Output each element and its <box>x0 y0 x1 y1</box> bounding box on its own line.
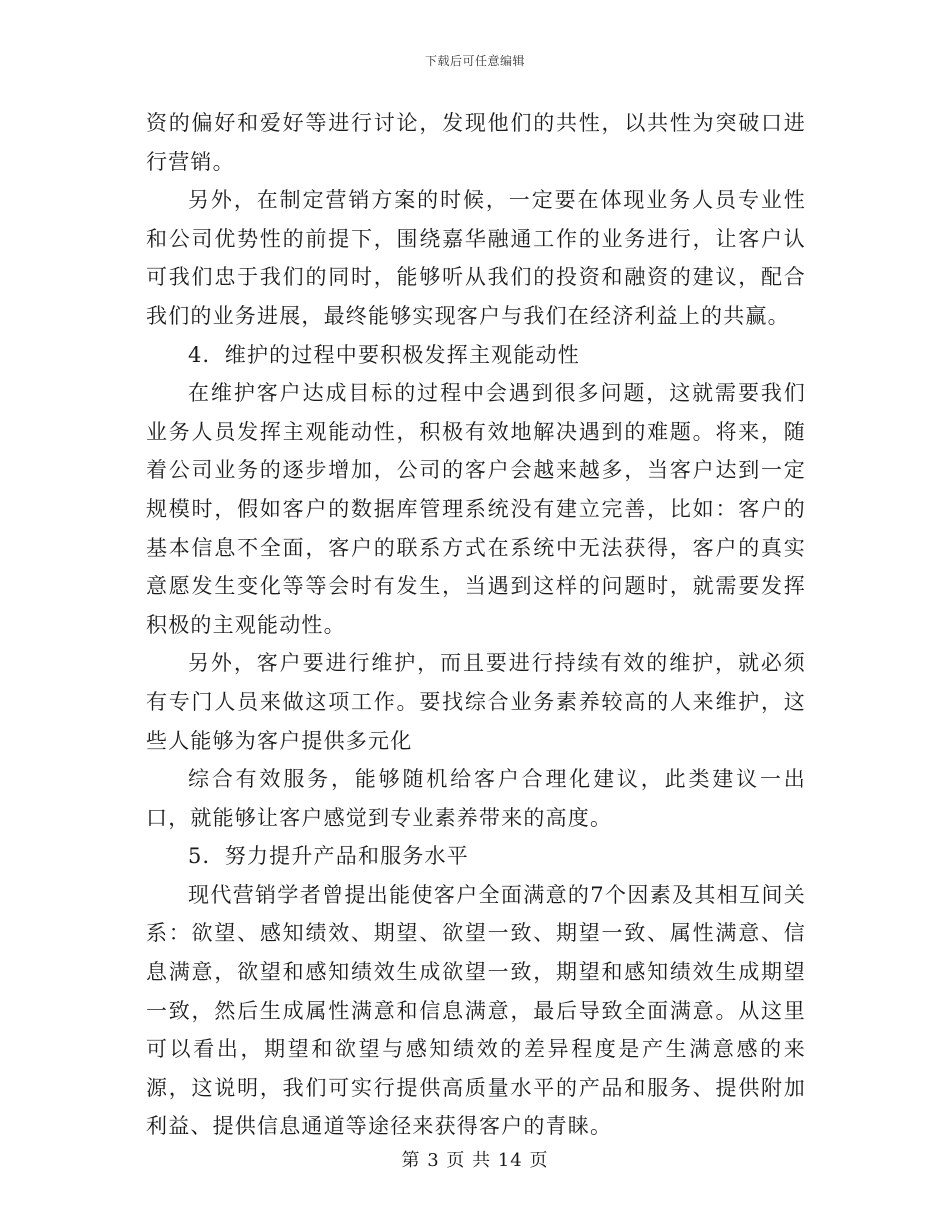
paragraph: 综合有效服务，能够随机给客户合理化建议，此类建议一出口，就能够让客户感觉到专业素养带来的高度。 <box>146 767 806 830</box>
page-number: 第 3 页 共 14 页 <box>401 1150 549 1171</box>
paragraph: 另外，在制定营销方案的时候，一定要在体现业务人员专业性和公司优势性的前提下，围绕嘉华融通工作的业务进行，让客户认可我们忠于我们的同时，能够听从我们的投资和融资的建议，配合我们的业务进展，最终能够实现客户与我们在经济利益上的共赢。 <box>146 188 806 328</box>
page-header-note: 下载后可任意编辑 <box>424 54 525 68</box>
paragraph: 在维护客户达成目标的过程中会遇到很多问题，这就需要我们业务人员发挥主观能动性，积极有效地解决遇到的难题。将来，随着公司业务的逐步增加，公司的客户会越来越多，当客户达到一定规模时，假如客户的数据库管理系统没有建立完善，比如：客户的基本信息不全面，客户的联系方式在系统中无法获得，客户的真实意愿发生变化等等会时有发生，当遇到这样的问题时，就需要发挥积极的主观能动性。 <box>146 381 806 637</box>
section-heading: 4．维护的过程中要积极发挥主观能动性 <box>188 342 580 367</box>
section-heading: 5．努力提升产品和服务水平 <box>188 844 469 869</box>
document-body <box>146 104 806 1146</box>
paragraph: 资的偏好和爱好等进行讨论，发现他们的共性，以共性为突破口进行营销。 <box>146 111 806 174</box>
paragraph: 另外，客户要进行维护，而且要进行持续有效的维护，就必须有专门人员来做这项工作。要找综合业务素养较高的人来维护，这些人能够为客户提供多元化 <box>146 651 806 753</box>
paragraph: 现代营销学者曾提出能使客户全面满意的7个因素及其相互间关系：欲望、感知绩效、期望、欲望一致、期望一致、属性满意、信息满意，欲望和感知绩效生成欲望一致，期望和感知绩效生成期望一致，然后生成属性满意和信息满意，最后导致全面满意。从这里可以看出，期望和欲望与感知绩效的差异程度是产生满意感的来源，这说明，我们可实行提供高质量水平的产品和服务、提供附加利益、提供信息通道等途径来获得客户的青睐。 <box>146 882 806 1139</box>
